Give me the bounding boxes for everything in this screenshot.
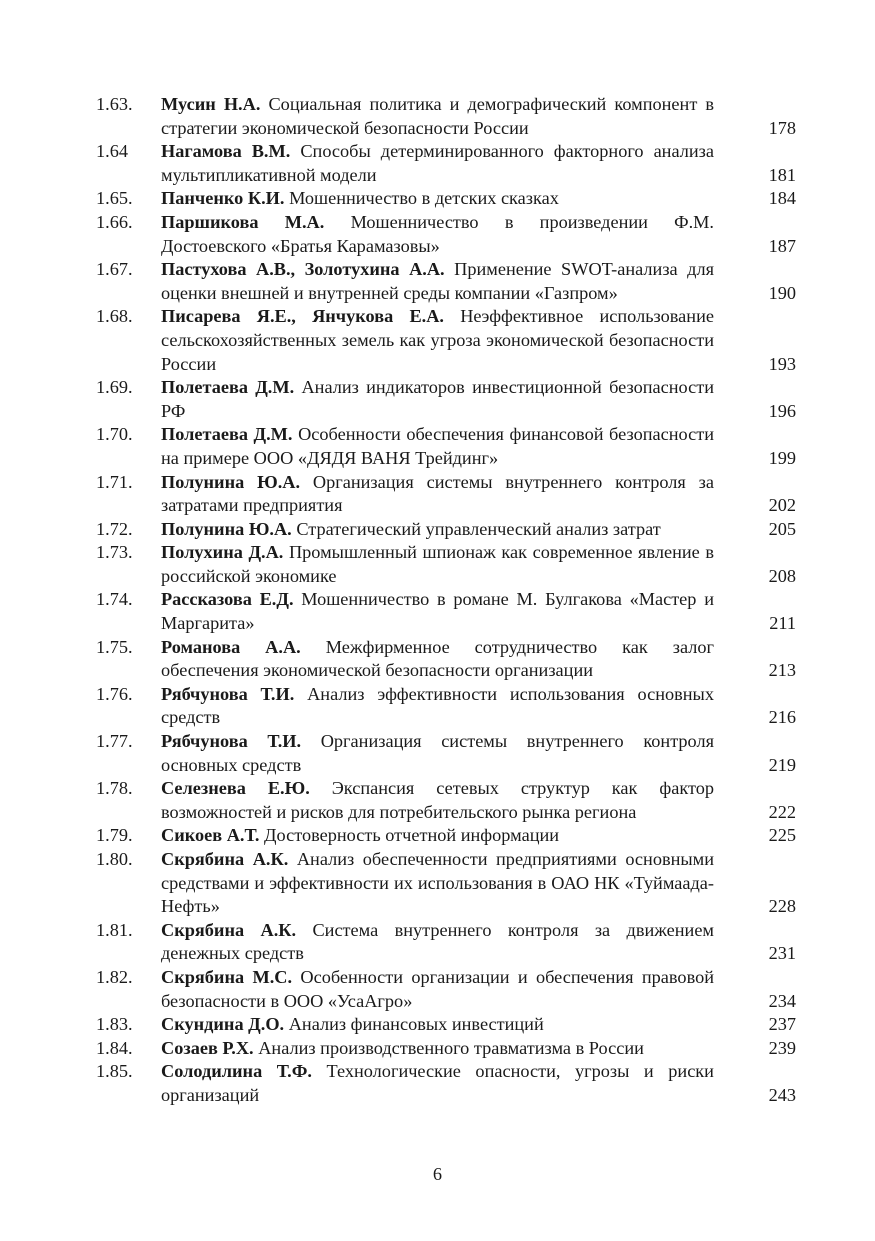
entry-author: Полунина Ю.А. [161,471,301,492]
entry-number: 1.83. [96,1014,133,1035]
entry-author: Полунина Ю.А. [161,518,292,539]
entry-number: 1.69. [96,377,133,398]
entry-number: 1.85. [96,1061,133,1082]
entry-number: 1.64 [96,141,128,162]
entry-author: Мусин Н.А. [161,94,261,114]
toc-entry [96,305,796,376]
entry-title: Достоверность отчетной информации [264,825,560,846]
entry-number: 1.77. [96,731,133,752]
entry-title: Анализ финансовых инвестиций [288,1014,544,1035]
entry-number: 1.78. [96,778,133,799]
entry-title: Технологические опасности, угрозы и риски организаций [161,1061,714,1105]
entry-author: Полетаева Д.М. [161,424,293,445]
entry-page: 196 [768,400,796,421]
entry-author: Писарева Я.Е., Янчукова Е.А. [161,306,444,327]
entry-page: 181 [768,164,796,185]
toc-entry [96,211,796,258]
entry-author: Полухина Д.А. [161,542,284,563]
toc-entry [96,966,796,1013]
toc-entry [96,93,796,140]
entry-title: Мошенничество в произведении Ф.М. Достоевского «Братья Карамазовы» [161,211,714,256]
entry-title: Стратегический управленческий анализ затрат [296,518,661,539]
entry-text [161,919,714,966]
toc-entry [96,471,796,518]
entry-number: 1.75. [96,636,133,657]
entry-author: Скрябина А.К. [161,849,289,869]
entry-text [161,730,714,777]
entry-title: Особенности обеспечения финансовой безопасности на примере ООО «ДЯДЯ ВАНЯ Трейдинг» [161,424,714,468]
toc-entry [96,730,796,777]
entry-author: Скрябина М.С. [161,966,293,987]
entry-text [161,518,714,542]
entry-title: Особенности организации и обеспечения правовой безопасности в ООО «УсаАгро» [161,966,714,1011]
entry-page: 213 [768,660,796,681]
entry-page: 228 [768,896,796,917]
toc-entry [96,187,796,211]
toc-entry [96,376,796,423]
entry-title: Анализ производственного травматизма в России [258,1037,644,1058]
entry-title: Применение SWOT-анализа для оценки внешней и внутренней среды компании «Газпром» [161,259,714,303]
entry-number: 1.81. [96,919,133,940]
page-number: 6 [432,1164,443,1184]
entry-text [161,471,714,518]
entry-text [161,824,714,848]
entry-page: 211 [769,613,796,634]
entry-title: Промышленный шпионаж как современное явление в российской экономике [161,542,714,586]
entry-title: Способы детерминированного факторного анализа мультипликативной модели [161,141,714,185]
entry-title: Анализ индикаторов инвестиционной безопасности РФ [161,377,714,421]
entry-author: Полетаева Д.М. [161,377,295,398]
entry-page: 193 [768,353,796,374]
entry-text [161,187,714,211]
entry-number: 1.79. [96,825,133,846]
entry-title: Неэффективное использование сельскохозяйственных земель как угроза экономической безопасности России [161,306,714,374]
entry-page: 216 [768,707,796,728]
entry-number: 1.70. [96,424,133,445]
entry-author: Нагамова В.М. [161,141,291,162]
entry-author: Селезнева Е.Ю. [161,778,310,799]
entry-title: Социальная политика и демографический компонент в стратегии экономической безопасности России [161,94,715,138]
entry-text [161,211,714,258]
entry-title: Анализ обеспеченности предприятиями основными средствами и эффективности их использования в ОАО НК «Туймаада-Нефть» [161,849,715,917]
entry-author: Сикоев А.Т. [161,825,260,846]
toc-entry [96,919,796,966]
entry-author: Паршикова М.А. [161,211,325,232]
entry-author: Созаев Р.Х. [161,1037,254,1058]
entry-title: Мошенничество в детских сказках [289,188,559,209]
entry-text [161,636,714,683]
entry-author: Панченко К.И. [161,188,285,209]
entry-text [161,777,714,824]
entry-text [161,376,714,423]
toc-entry [96,518,796,542]
entry-title: Межфирменное сотрудничество как залог обеспечения экономической безопасности организации [161,636,714,681]
entry-author: Скундина Д.О. [161,1014,285,1035]
entry-number: 1.73. [96,542,133,563]
toc-entry [96,1037,796,1061]
entry-text [161,423,714,470]
entry-text [161,588,714,635]
entry-page: 243 [768,1084,796,1105]
toc-entry [96,258,796,305]
entry-author: Скрябина А.К. [161,919,297,940]
entry-number: 1.76. [96,683,133,704]
entry-number: 1.63. [96,94,133,114]
entry-author: Рябчунова Т.И. [161,683,295,704]
entry-number: 1.84. [96,1037,133,1058]
entry-number: 1.80. [96,849,133,869]
entry-page: 222 [768,801,796,822]
entry-text [161,1037,714,1061]
entry-text [161,683,714,730]
entry-number: 1.71. [96,471,133,492]
entry-page: 190 [768,282,796,303]
entry-page: 184 [768,188,796,209]
toc-entry [96,140,796,187]
entry-page: 231 [768,943,796,964]
toc-entry [96,636,796,683]
entry-text [161,93,714,140]
entry-title: Экспансия сетевых структур как фактор возможностей и рисков для потребительского рынка региона [161,778,714,822]
entry-page: 205 [768,518,796,539]
entry-page: 178 [768,117,796,138]
entry-text [161,140,714,187]
toc-entry [96,848,796,919]
entry-page: 202 [768,495,796,516]
entry-title: Мошенничество в романе М. Булгакова «Мастер и Маргарита» [161,589,714,634]
entry-title: Система внутреннего контроля за движением денежных средств [161,919,715,964]
entry-author: Солодилина Т.Ф. [161,1061,312,1082]
entry-author: Романова А.А. [161,636,301,657]
toc-entry [96,683,796,730]
entry-page: 239 [768,1037,796,1058]
entry-page: 208 [768,565,796,586]
toc-entry [96,824,796,848]
table-of-contents [96,93,796,1108]
entry-page: 187 [768,235,796,256]
toc-entry [96,423,796,470]
entry-page: 234 [768,990,796,1011]
toc-entry [96,588,796,635]
entry-number: 1.74. [96,589,133,610]
entry-page: 199 [768,447,796,468]
entry-number: 1.68. [96,306,133,327]
entry-author: Рассказова Е.Д. [161,589,294,610]
entry-text [161,848,714,919]
toc-entry [96,1060,796,1107]
toc-entry [96,777,796,824]
entry-page: 225 [768,825,796,846]
entry-text [161,1060,714,1107]
entry-number: 1.82. [96,966,133,987]
entry-title: Организация системы внутреннего контроля за затратами предприятия [161,471,714,516]
entry-author: Пастухова А.В., Золотухина А.А. [161,259,445,280]
entry-page: 237 [768,1014,796,1035]
entry-text [161,305,714,376]
entry-text [161,258,714,305]
toc-entry [96,541,796,588]
entry-text [161,541,714,588]
entry-number: 1.72. [96,518,133,539]
entry-text [161,966,714,1013]
toc-entry [96,1013,796,1037]
entry-text [161,1013,714,1037]
entry-title: Анализ эффективности использования основных средств [161,683,714,728]
entry-number: 1.66. [96,211,133,232]
entry-title: Организация системы внутреннего контроля основных средств [161,731,714,775]
entry-page: 219 [768,754,796,775]
entry-number: 1.65. [96,188,133,209]
entry-author: Рябчунова Т.И. [161,731,302,752]
entry-number: 1.67. [96,259,133,280]
